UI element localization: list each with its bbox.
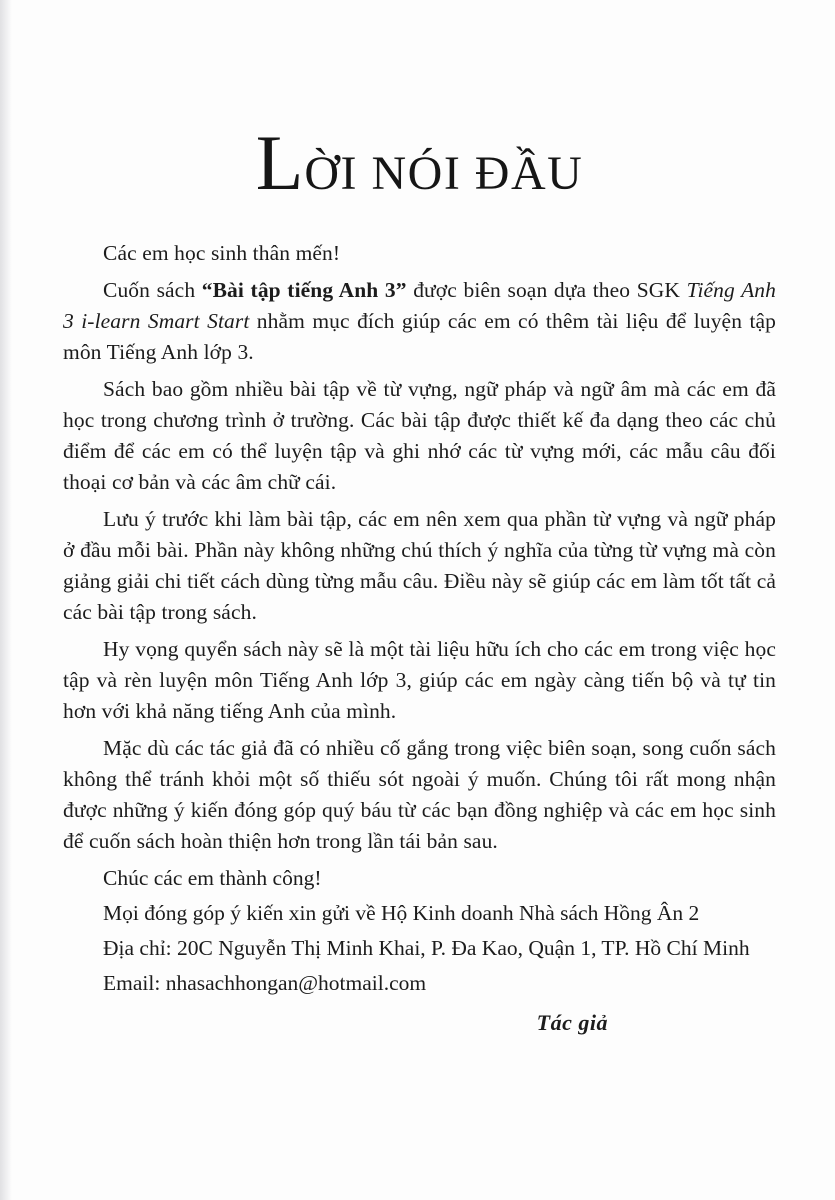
contact-address-line	[63, 933, 776, 964]
scan-gutter-shadow	[0, 0, 12, 1200]
paragraph-content-overview	[63, 374, 776, 498]
author-signature: Tác giả	[536, 1010, 608, 1036]
workbook-title-bold: “Bài tập tiếng Anh 3”	[201, 278, 407, 303]
page-title-dropcap: L	[255, 119, 305, 206]
paragraph-hope	[63, 634, 776, 727]
text-segment: Cuốn sách	[103, 278, 202, 303]
text-segment: nhằm mục đích giúp các em có thêm tài liệu để luyện tập môn Tiếng Anh lớp 3.	[63, 309, 777, 365]
contact-recipient-line	[63, 898, 776, 929]
text-segment: Địa chỉ: 20C Nguyễn Thị Minh Khai, P. Đa Kao, Quận 1, TP. Hồ Chí Minh	[103, 936, 750, 961]
closing-wish-line	[63, 863, 776, 894]
text-segment: Các em học sinh thân mến!	[103, 241, 341, 266]
page-title-text: ỜI NÓI ĐẦU	[304, 147, 584, 200]
text-segment: được biên soạn dựa theo SGK	[406, 278, 687, 303]
text-segment: Sách bao gồm nhiều bài tập về từ vựng, ngữ pháp và ngữ âm mà các em đã học trong chương trình ở trường. Các bài tập được thiết kế đa dạng theo các chủ điểm để các em có thể luyện tập và ghi nhớ các từ vựng mới, các mẫu câu đối thoại cơ bản và các âm chữ cái.	[63, 377, 776, 495]
page-title	[63, 119, 776, 206]
paragraph-intro	[63, 275, 776, 368]
paragraph-study-tip	[63, 504, 776, 628]
email-address: Email: nhasachhongan@hotmail.com	[103, 971, 427, 996]
text-segment: Lưu ý trước khi làm bài tập, các em nên xem qua phần từ vựng và ngữ pháp ở đầu mỗi bài. Phần này không những chú thích ý nghĩa của từng từ vựng mà còn giảng giải chi tiết cách dùng từng mẫu câu. Điều này sẽ giúp các em làm tốt tất cả các bài tập trong sách.	[63, 507, 776, 625]
text-segment: Mọi đóng góp ý kiến xin gửi về Hộ Kinh doanh Nhà sách Hồng Ân 2	[103, 901, 700, 926]
text-segment: Mặc dù các tác giả đã có nhiều cố gắng trong việc biên soạn, song cuốn sách không thể tránh khỏi một số thiếu sót ngoài ý muốn. Chúng tôi rất mong nhận được những ý kiến đóng góp quý báu từ các bạn đồng nghiệp và các em học sinh để cuốn sách hoàn thiện hơn trong lần tái bản sau.	[63, 736, 776, 854]
paragraph-apology-feedback	[63, 733, 776, 857]
paragraph-greeting	[63, 238, 776, 269]
text-segment: Hy vọng quyển sách này sẽ là một tài liệu hữu ích cho các em trong việc học tập và rèn luyện môn Tiếng Anh lớp 3, giúp các em ngày càng tiến bộ và tự tin hơn với khả năng tiếng Anh của mình.	[63, 637, 776, 724]
text-segment: Chúc các em thành công!	[103, 866, 322, 891]
textbook-name-italic: Tiếng Anh 3 i-learn Smart Start	[63, 278, 777, 334]
contact-email-line	[63, 968, 776, 999]
